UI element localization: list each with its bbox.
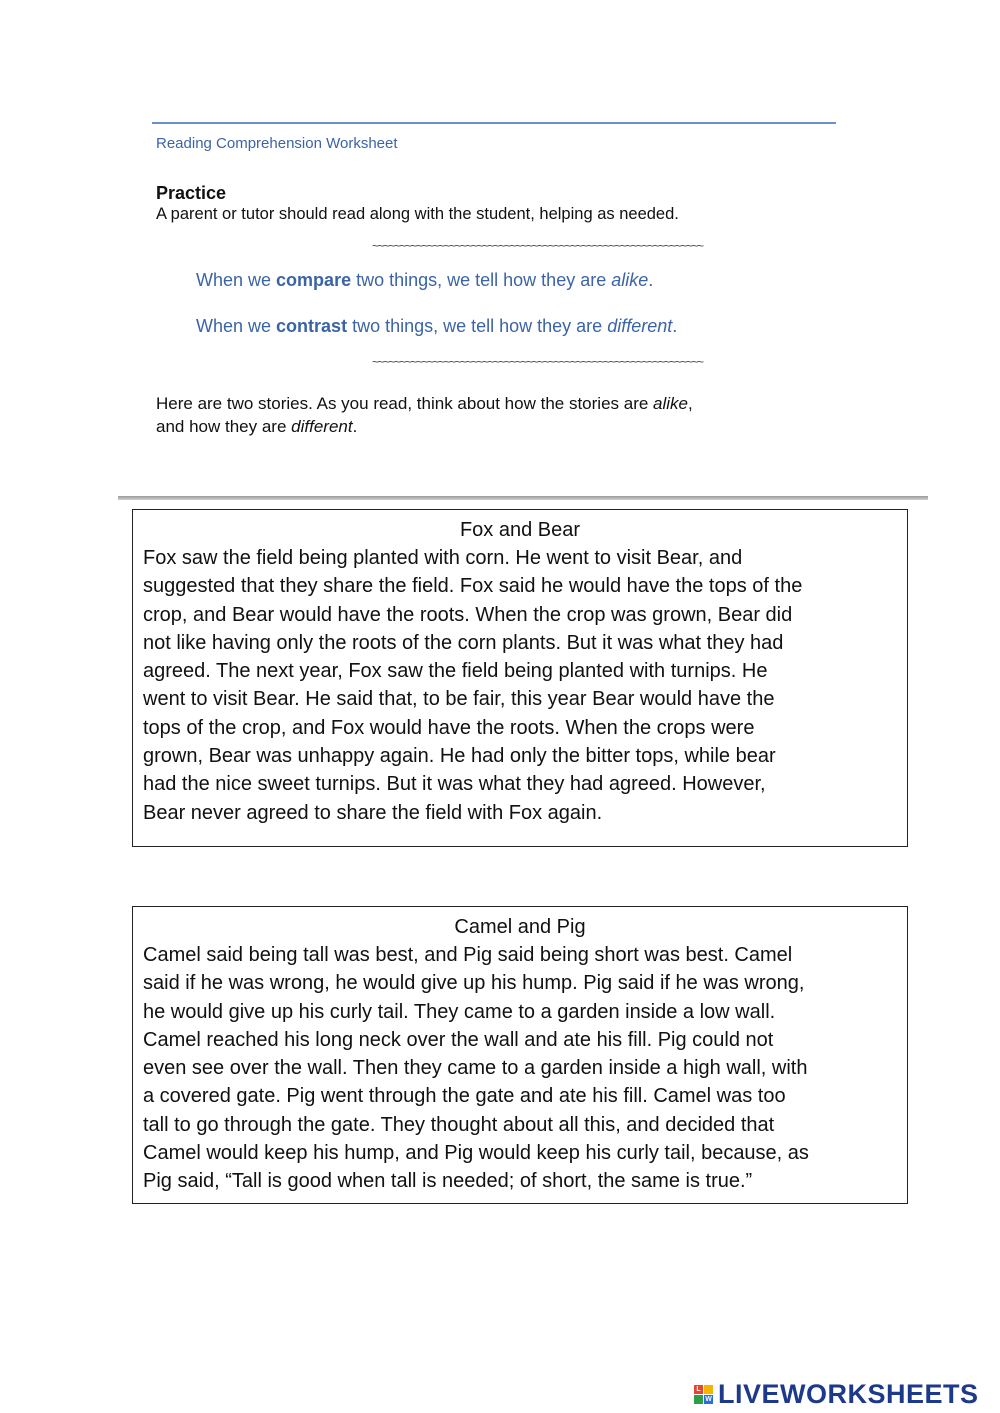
contrast-definition: When we contrast two things, we tell how they are different. [196, 316, 678, 336]
story-line: grown, Bear was unhappy again. He had only the bitter tops, while bear [143, 745, 776, 768]
story-line: Bear never agreed to share the field with Fox again. [143, 801, 603, 824]
story-box-fox-and-bear [132, 509, 908, 847]
story-line: agreed. The next year, Fox saw the field being planted with turnips. He [143, 660, 768, 683]
story-title: Fox and Bear [459, 519, 581, 541]
liveworksheets-logo-icon: L W [694, 1381, 716, 1407]
liveworksheets-logo-text: LIVEWORKSHEETS [718, 1378, 979, 1409]
story-line: Pig said, “Tall is good when tall is needed; of short, the same is true.” [143, 1170, 753, 1193]
story-line: went to visit Bear. He said that, to be fair, this year Bear would have the [143, 688, 775, 711]
story-title: Camel and Pig [454, 916, 586, 938]
story-line: Camel said being tall was best, and Pig said being short was best. Camel [143, 944, 793, 966]
worksheet-header: Reading Comprehension Worksheet [156, 135, 398, 152]
story-line: not like having only the roots of the corn plants. But it was what they had [143, 631, 784, 654]
compare-definition: When we compare two things, we tell how they are alike. [196, 270, 654, 290]
story-line: crop, and Bear would have the roots. When the crop was grown, Bear did [143, 603, 793, 626]
story-line: said if he was wrong, he would give up his hump. Pig said if he was wrong, [143, 972, 805, 995]
story-line: a covered gate. Pig went through the gate and ate his fill. Camel was too [143, 1085, 786, 1108]
practice-instruction: A parent or tutor should read along with the student, helping as needed. [156, 205, 679, 223]
story-text [143, 544, 897, 827]
tilde-separator: ~~~~~~~~~~~~~~~~~~~~~~~~~~~~~~~~~~~~~~~~~~~~~~~~~~~~~~~~~~~~ [372, 239, 703, 253]
story-line: Camel would keep his hump, and Pig would keep his curly tail, because, as [143, 1142, 809, 1165]
alike-emphasis: alike [611, 270, 649, 290]
story-line: had the nice sweet turnips. But it was what they had agreed. However, [143, 773, 766, 796]
story-line: even see over the wall. Then they came to a garden inside a high wall, with [143, 1057, 808, 1080]
tilde-separator: ~~~~~~~~~~~~~~~~~~~~~~~~~~~~~~~~~~~~~~~~~~~~~~~~~~~~~~~~~~~~ [372, 355, 703, 369]
liveworksheets-logo[interactable] [694, 1378, 979, 1410]
story-line: Fox saw the field being planted with corn. He went to visit Bear, and [143, 547, 743, 569]
contrast-keyword: contrast [276, 316, 348, 336]
stories-intro: Here are two stories. As you read, think about how the stories are alike, and how they are different. [156, 394, 693, 436]
section-divider [118, 496, 928, 500]
different-emphasis: different [607, 316, 673, 336]
story-line: he would give up his curly tail. They came to a garden inside a low wall. [143, 1000, 776, 1023]
practice-title: Practice [156, 183, 227, 203]
story-line: tall to go through the gate. They thought about all this, and decided that [143, 1113, 775, 1136]
story-line: Camel reached his long neck over the wall and ate his fill. Pig could not [143, 1028, 774, 1051]
header-rule [152, 122, 836, 124]
story-line: suggested that they share the field. Fox said he would have the tops of the [143, 575, 803, 598]
story-line: tops of the crop, and Fox would have the roots. When the crops were [143, 716, 755, 739]
story-box-camel-and-pig [132, 906, 908, 1204]
story-text [143, 941, 897, 1196]
compare-keyword: compare [276, 270, 352, 290]
